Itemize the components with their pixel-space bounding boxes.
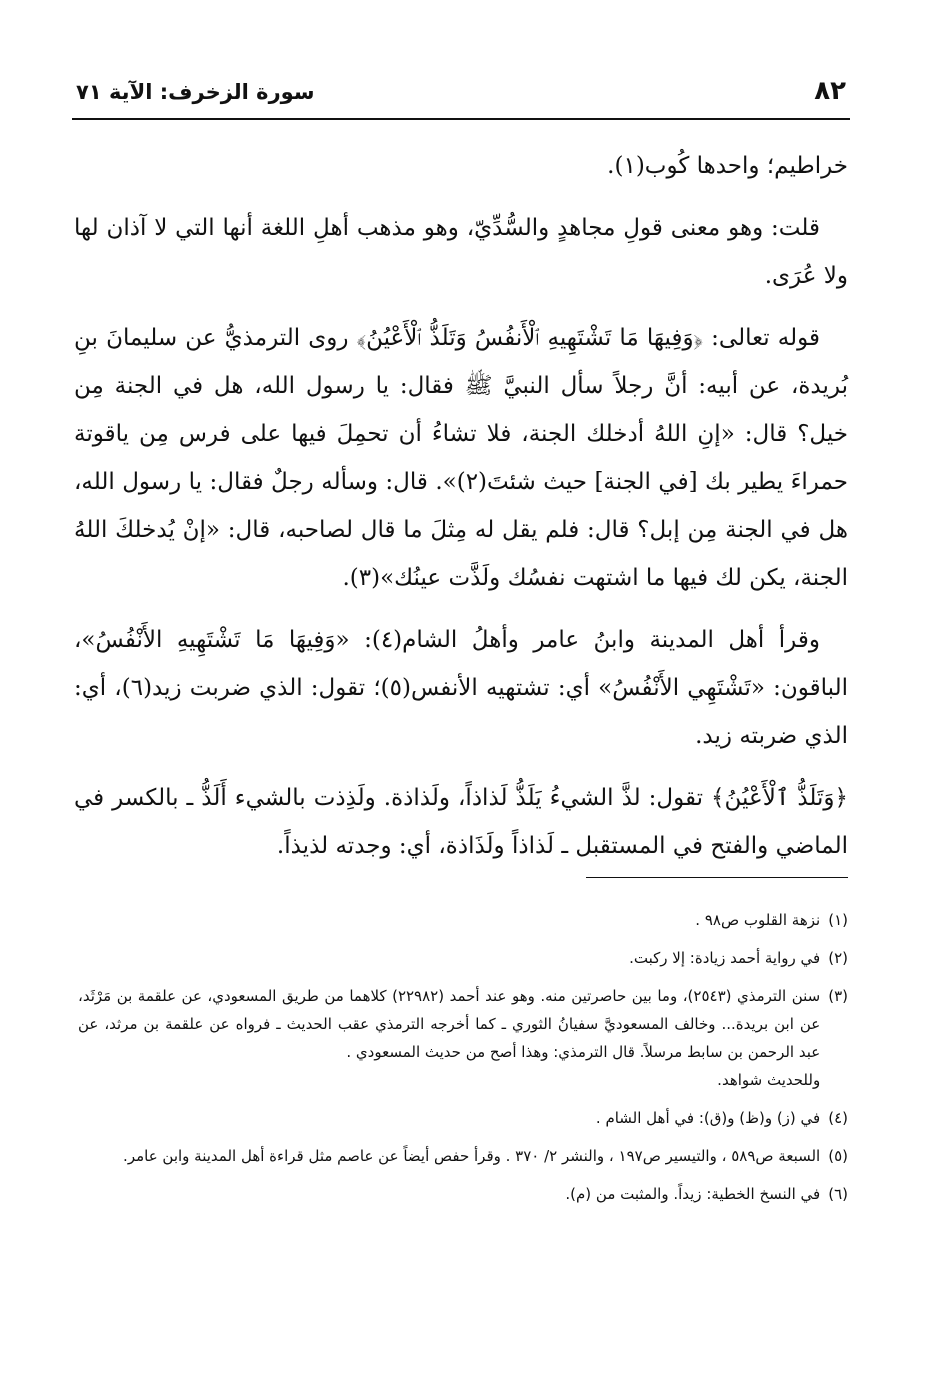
running-title: سورة الزخرف: الآية ٧١ [76,80,315,104]
footnote [78,1104,848,1132]
footnote [78,906,848,934]
paragraph: ﴿وَتَلَذُّ ٱلْأَعْيُنُ﴾ تقول: لذَّ الشيءُ يَلَذُّ لَذاذاً، ولَذاذة. ولَذِذت بالشيء أَلَذُّ ـ بالكسر في الماضي والفتح في المستقبل ـ لَذاذاً ولَذَاذة، أي: وجدته لذيذاً. [74,785,848,859]
footnote-number: (١) [828,911,848,929]
page-number: ٨٢ [814,76,846,106]
footnote-extra-line: وللحديث شواهد. [717,1071,821,1089]
footnote [78,944,848,972]
footnote-number: (٢) [828,949,848,967]
footnote [78,1142,848,1170]
footnote-body [78,982,820,1094]
footnote-number: (٣) [828,987,848,1005]
paragraph: قلت: وهو معنى قولِ مجاهدٍ والسُّدِّيّ، وهو مذهب أهلِ اللغة أنها التي لا آذان لها ولا عُرَى. [74,215,848,289]
footnote-text: نزهة القلوب ص٩٨ . [695,911,821,929]
footnote-text: سنن الترمذي (٢٥٤٣)، وما بين حاصرتين منه. وهو عند أحمد (٢٢٩٨٢) كلاهما من طريق المسعودي، عن علقمة بن مَرْثَد، عن ابن بريدة... وخالف المسعوديَّ سفيانُ الثوري ـ كما أخرجه الترمذي عقب الحديث ـ فرواه عن علقمة بن مرثد، عن عبد الرحمن بن سابط مرسلاً. قال الترمذي: وهذا أصح من حديث المسعودي . [78,987,821,1061]
main-text [74,142,848,884]
paragraph: قوله تعالى: ﴿وَفِيهَا مَا تَشْتَهِيهِ ٱلْأَنفُسُ وَتَلَذُّ ٱلْأَعْيُنُ﴾ روى الترمذيُّ عن سليمانَ بنِ بُريدة، عن أبيه: أنَّ رجلاً سأل النبيَّ ﷺ فقال: يا رسول الله، هل في الجنة مِن خيل؟ قال: «إنِ اللهُ أدخلك الجنة، فلا تشاءُ أن تحمِلَ فيها على فرس مِن ياقوتة حمراءَ يطير بك [في الجنة] حيث شئتَ(٢)». قال: وسأله رجلٌ فقال: يا رسول الله، هل في الجنة مِن إبل؟ قال: فلم يقل له مِثلَ ما قال لصاحبه، قال: «إنْ يُدخلكَ اللهُ الجنة، يكن لك فيها ما اشتهت نفسُك ولَذَّت عينُك»(٣). [74,325,848,591]
header-divider [72,118,850,120]
footnote [78,1180,848,1208]
footnote [78,982,848,1094]
footnotes [78,906,848,1218]
footnote-text: في رواية أحمد زيادة: إلا ركبت. [629,949,821,967]
footnote-number: (٥) [828,1147,848,1165]
page-header [72,72,850,118]
paragraph: خراطيم؛ واحدها كُوب(١). [607,153,848,179]
footnote-text: في (ز) و(ظ) و(ق): في أهل الشام . [595,1109,821,1127]
footnote-text: السبعة ص٥٨٩ ، والتيسير ص١٩٧ ، والنشر ٢/ ٣٧٠ . وقرأ حفص أيضاً عن عاصم مثل قراءة أهل المدينة وابن عامر. [123,1147,821,1165]
footnote-text: في النسخ الخطية: زيداً. والمثبت من (م). [565,1185,821,1203]
footnote-number: (٦) [828,1185,848,1203]
footnote-number: (٤) [828,1109,848,1127]
paragraph: وقرأ أهل المدينة وابنُ عامر وأهلُ الشام(٤): «وَفِيهَا مَا تَشْتَهِيهِ الأَنْفُسُ»، الباقون: «تَشْتَهِي الأَنْفُسُ» أي: تشتهيه الأنفس(٥)؛ تقول: الذي ضربت زيد(٦)، أي: الذي ضربته زيد. [74,627,848,749]
footnote-divider [586,877,848,878]
